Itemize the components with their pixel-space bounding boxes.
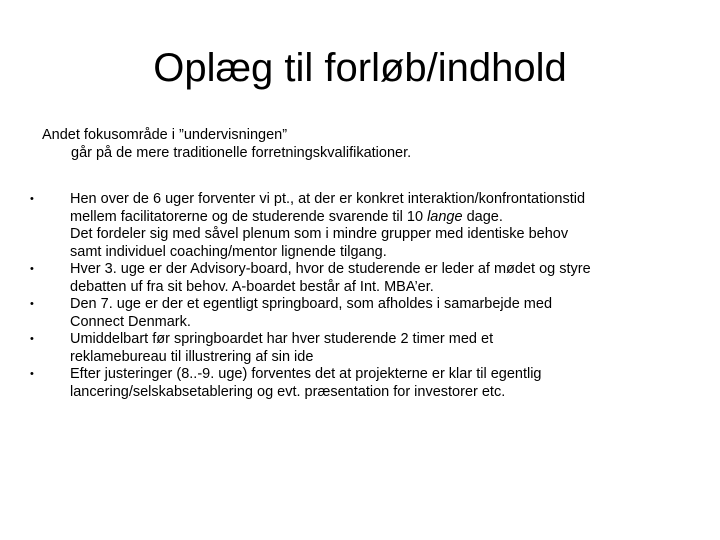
bullet-text-line: samt individuel coaching/mentor lignende tilgang. <box>70 243 387 260</box>
bullet-dot: • <box>30 333 34 345</box>
bullet-text-fragment: mellem facilitatorerne og de studerende svarende til 10 <box>70 208 428 225</box>
bullet-text-line: Umiddelbart før springboardet har hver studerende 2 timer med et <box>70 331 494 347</box>
bullet-item-4 <box>30 331 690 366</box>
bullet-text-line: Den 7. uge er der et egentligt springboard, som afholdes i samarbejde med <box>70 296 553 312</box>
intro-heading-line: Andet fokusområde i ”undervisningen” <box>42 127 288 143</box>
bullet-text-fragment: dage. <box>462 208 503 225</box>
bullet-list <box>30 191 690 401</box>
slide-title: Oplæg til forløb/indhold <box>153 46 567 90</box>
bullet-text-line: Hver 3. uge er der Advisory-board, hvor de studerende er leder af mødet og styre <box>70 261 591 277</box>
intro-body-line: går på de mere traditionelle forretningskvalifikationer. <box>71 144 412 161</box>
bullet-text-line: reklamebureau til illustrering af sin ide <box>70 348 314 365</box>
bullet-text-line: lancering/selskabsetablering og evt. præsentation for investorer etc. <box>70 383 506 400</box>
bullet-text-line: Det fordeler sig med såvel plenum som i mindre grupper med identiske behov <box>70 226 569 242</box>
bullet-dot: • <box>30 298 34 310</box>
bullet-text-line: Hen over de 6 uger forventer vi pt., at der er konkret interaktion/konfrontationstid <box>70 191 586 207</box>
bullet-item-2 <box>30 261 690 296</box>
bullet-item-1 <box>30 191 690 261</box>
bullet-item-3 <box>30 296 690 331</box>
intro-paragraph <box>42 127 682 162</box>
bullet-text-line: Efter justeringer (8..-9. uge) forventes det at projekterne er klar til egentlig <box>70 366 542 382</box>
bullet-text-line: debatten uf fra sit behov. A-boardet består af Int. MBA’er. <box>70 278 434 295</box>
bullet-dot: • <box>30 368 34 380</box>
bullet-text-line: Connect Denmark. <box>70 313 191 330</box>
bullet-dot: • <box>30 193 34 205</box>
bullet-dot: • <box>30 263 34 275</box>
bullet-item-5 <box>30 366 690 401</box>
emphasized-word: lange <box>427 208 463 225</box>
bullet-text-line <box>70 209 690 227</box>
